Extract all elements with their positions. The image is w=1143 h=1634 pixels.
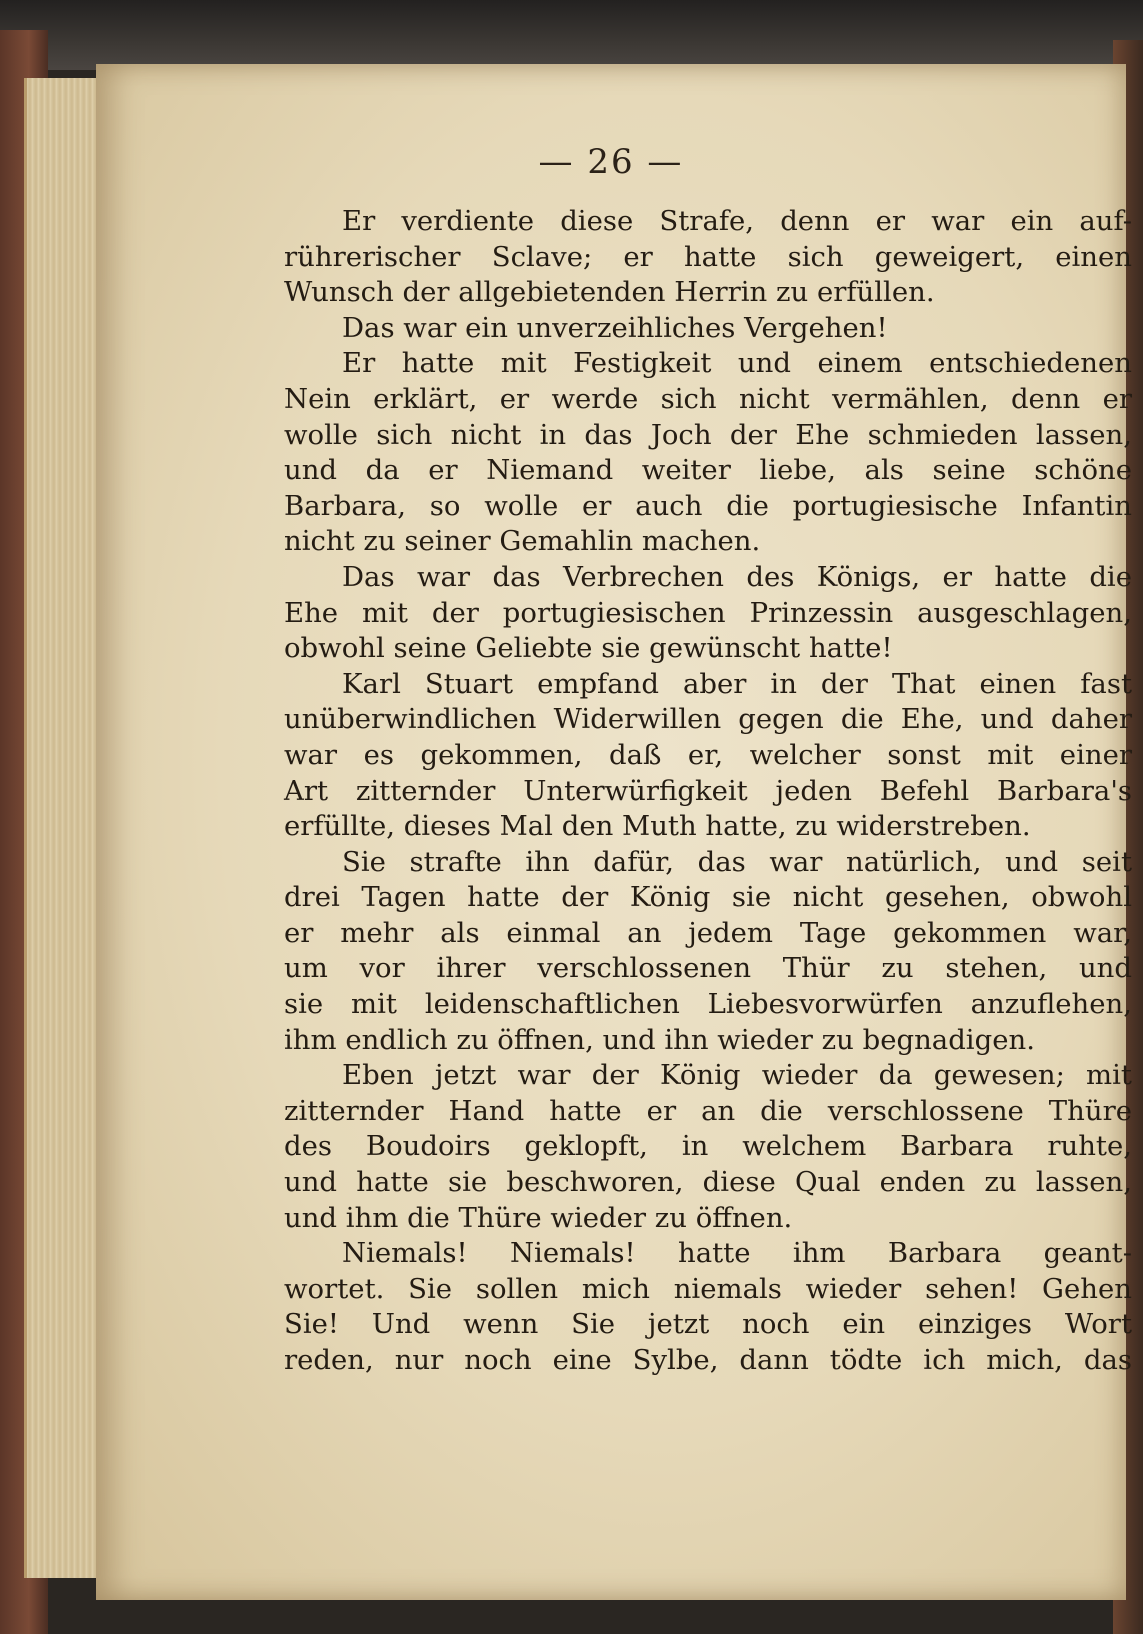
text-line: drei Tagen hatte der König sie nicht gesehen, obwohl: [284, 881, 1132, 914]
text-line: Er verdiente diese Strafe, denn er war ein auf-: [342, 205, 1132, 237]
text-line: Wunsch der allgebietenden Herrin zu erfüllen.: [284, 276, 935, 309]
text-line: Ehe mit der portugiesischen Prinzessin ausgeschlagen,: [284, 596, 1132, 629]
text-line: er mehr als einmal an jedem Tage gekommen war,: [284, 916, 1132, 949]
text-line: obwohl seine Geliebte sie gewünscht hatte!: [284, 632, 893, 665]
text-line: Er hatte mit Festigkeit und einem entschiedenen: [342, 347, 1132, 380]
text-line: Karl Stuart empfand aber in der That einen fast: [342, 667, 1132, 700]
text-line: erfüllte, dieses Mal den Muth hatte, zu widerstreben.: [284, 810, 1031, 843]
text-line: Eben jetzt war der König wieder da gewesen; mit: [342, 1059, 1132, 1092]
text-line: Niemals! Niemals! hatte ihm Barbara geant-: [342, 1237, 1132, 1270]
text-line: und hatte sie beschworen, diese Qual enden zu lassen,: [284, 1166, 1132, 1199]
text-line: Sie strafte ihn dafür, das war natürlich, und seit: [342, 845, 1132, 878]
text-line: wolle sich nicht in das Joch der Ehe schmieden lassen,: [284, 418, 1132, 451]
text-line: Barbara, so wolle er auch die portugiesische Infantin: [284, 489, 1132, 522]
text-line: um vor ihrer verschlossenen Thür zu stehen, und: [284, 952, 1132, 985]
text-line: war es gekommen, daß er, welcher sonst mit einer: [284, 738, 1132, 771]
text-line: zitternder Hand hatte er an die verschlossene Thüre: [284, 1094, 1132, 1127]
text-line: Art zitternder Unterwürfigkeit jeden Befehl Barbara's: [284, 774, 1132, 807]
text-line: rührerischer Sclave; er hatte sich geweigert, einen: [284, 240, 1132, 273]
text-line: Das war das Verbrechen des Königs, er hatte die: [342, 560, 1132, 593]
book-page: [96, 64, 1132, 1600]
text-line: wortet. Sie sollen mich niemals wieder sehen! Gehen: [284, 1272, 1132, 1305]
text-line: reden, nur noch eine Sylbe, dann tödte ich mich, das: [284, 1344, 1132, 1376]
page-text: [284, 204, 1132, 1379]
text-line: ihm endlich zu öffnen, und ihn wieder zu begnadigen.: [284, 1023, 1035, 1056]
text-line: unüberwindlichen Widerwillen gegen die Ehe, und daher: [284, 703, 1132, 736]
text-line: nicht zu seiner Gemahlin machen.: [284, 525, 761, 558]
text-line: und da er Niemand weiter liebe, als seine schöne: [284, 454, 1132, 487]
text-line: Nein erklärt, er werde sich nicht vermählen, denn er: [284, 382, 1132, 415]
text-line: und ihm die Thüre wieder zu öffnen.: [284, 1201, 793, 1234]
book-cover-top: [0, 0, 1143, 70]
text-line: sie mit leidenschaftlichen Liebesvorwürfen anzuflehen,: [284, 988, 1132, 1021]
page-number: — 26 —: [538, 142, 684, 182]
text-line: des Boudoirs geklopft, in welchem Barbara ruhte,: [284, 1130, 1132, 1163]
text-line: Das war ein unverzeihliches Vergehen!: [342, 311, 888, 344]
text-line: Sie! Und wenn Sie jetzt noch ein einziges Wort: [284, 1308, 1132, 1341]
